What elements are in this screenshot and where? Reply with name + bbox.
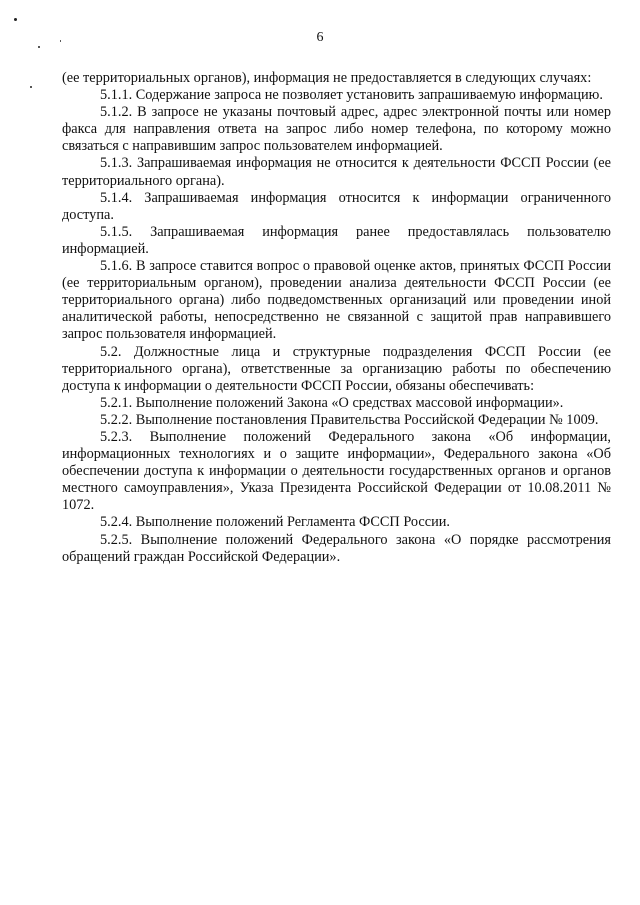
scan-speck (30, 86, 32, 88)
paragraph-5-2-2: 5.2.2. Выполнение постановления Правительства Российской Федерации № 1009. (100, 411, 599, 428)
document-body (62, 70, 611, 566)
paragraph-5-1-5: 5.1.5. Запрашиваемая информация ранее предоставлялась пользователю информацией. (62, 223, 611, 257)
paragraph-5-1-6: 5.1.6. В запросе ставится вопрос о правовой оценке актов, принятых ФССП России (ее территориальным органом), проведении анализа деятельности ФССП России (ее территориального органа) либо подведомственных организаций или проведении иной аналитической работы, непосредственно не связанной с защитой прав направившего запрос пользователя информацией. (62, 258, 611, 343)
paragraph-5-1-1: 5.1.1. Содержание запроса не позволяет установить запрашиваемую информацию. (100, 87, 603, 104)
paragraph-5-2: 5.2. Должностные лица и структурные подразделения ФССП России (ее территориального органа), ответственные за организацию работы по обеспечению доступа к информации о деятельности ФССП России, обязаны обеспечивать: (62, 343, 611, 394)
page-number: 6 (316, 30, 324, 45)
paragraph-5-2-1: 5.2.1. Выполнение положений Закона «О средствах массовой информации». (100, 394, 564, 411)
paragraph-5-1-2: 5.1.2. В запросе не указаны почтовый адрес, адрес электронной почты или номер факса для направления ответа на запрос либо номер телефона, по которому можно связаться с направившим запрос пользователем информацией. (62, 104, 611, 155)
paragraph-5-2-5: 5.2.5. Выполнение положений Федерального закона «О порядке рассмотрения обращений граждан Российской Федерации». (62, 531, 611, 565)
paragraph-5-2-3: 5.2.3. Выполнение положений Федерального закона «Об информации, информационных технологиях и о защите информации», Федерального закона «Об обеспечении доступа к информации о деятельности государственных органов и органов местного самоуправления», Указа Президента Российской Федерации от 10.08.2011 № 1072. (62, 428, 611, 514)
scan-speck (38, 46, 40, 48)
paragraph-5-1-3: 5.1.3. Запрашиваемая информация не относится к деятельности ФССП России (ее территориального органа). (62, 155, 611, 189)
paragraph-5-1-4: 5.1.4. Запрашиваемая информация относится к информации ограниченного доступа. (62, 189, 611, 223)
paragraph-intro: (ее территориальных органов), информация не предоставляется в следующих случаях: (62, 70, 592, 86)
paragraph-5-2-4: 5.2.4. Выполнение положений Регламента ФССП России. (100, 514, 450, 531)
scan-speck (14, 18, 17, 21)
